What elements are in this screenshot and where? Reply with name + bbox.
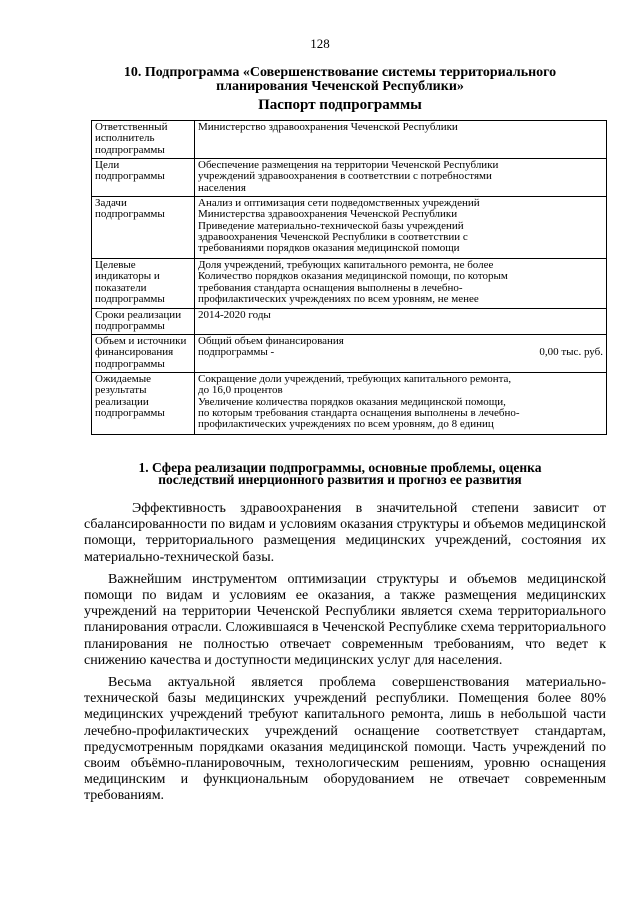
row-value: 2014-2020 годы (195, 309, 607, 335)
financing-amount: 0,00 тыс. руб. (539, 346, 603, 359)
paragraph: Эффективность здравоохранения в значительной степени зависит от сбалансированности по видам и условиям оказания структуры и объемов медицинской помощи, территориального размещения медицинских учреждений, состояния их материально-технической базы. (84, 501, 606, 565)
row-label: Ожидаемые результаты реализации подпрограммы (92, 373, 195, 435)
body-text (84, 501, 606, 811)
subprogram-title-line-1: 10. Подпрограмма «Совершенствование системы территориального (123, 65, 557, 80)
page-number: 128 (310, 36, 330, 51)
table-row (92, 309, 607, 335)
row-value: Министерство здравоохранения Чеченской Республики (195, 121, 607, 159)
row-value: Сокращение доли учреждений, требующих капитального ремонта, до 16,0 процентов Увеличение количества порядков оказания медицинской помощи, по которым требования стандарта оснащения выполнены в лечебно- профилактических учреждениях по всем уровням, до 8 единиц (195, 373, 607, 435)
passport-table (91, 120, 607, 435)
passport-title: Паспорт подпрограммы (258, 97, 422, 113)
row-value: Общий объем финансирования подпрограммы - 0,00 тыс. руб. (195, 335, 607, 373)
table-row (92, 259, 607, 309)
paragraph: Важнейшим инструментом оптимизации структуры и объемов медицинской помощи по видам и условиям ее оказания, а также размещения медицинских учреждений на территории Чеченской Республики является схема территориального планирования отрасли. Сложившаяся в Чеченской Республике схема территориального планирования не полностью отвечает современным требованиям, что ведет к снижению качества и доступности медицинских услуг для населения. (84, 571, 606, 668)
table-row (92, 335, 607, 373)
row-label: Цели подпрограммы (92, 159, 195, 197)
row-value: Доля учреждений, требующих капитального ремонта, не более Количество порядков оказания медицинской помощи, по которым требования стандарта оснащения выполнены в лечебно- профилактических учреждениях по всем уровням, не менее (195, 259, 607, 309)
subprogram-title-line-2: планирования Чеченской Республики» (216, 79, 464, 94)
financing-row (198, 347, 603, 358)
subprogram-title (90, 66, 590, 94)
row-label: Задачи подпрограммы (92, 197, 195, 259)
section-title (100, 462, 580, 486)
section-title-line-1: 1. Сфера реализации подпрограммы, основные проблемы, оценка (138, 460, 542, 475)
row-label: Целевые индикаторы и показатели подпрограммы (92, 259, 195, 309)
row-label: Ответственный исполнитель подпрограммы (92, 121, 195, 159)
row-value: Обеспечение размещения на территории Чеченской Республики учреждений здравоохранения в соответствии с потребностями населения (195, 159, 607, 197)
section-title-line-2: последствий инерционного развития и прогноз ее развития (158, 472, 522, 487)
row-value: Анализ и оптимизация сети подведомственных учреждений Министерства здравоохранения Чеченской Республики Приведение материально-технической базы учреждений здравоохранения Чеченской Республики в соответствии с требованиями порядков оказания медицинской помощи (195, 197, 607, 259)
financing-label: подпрограммы - (198, 346, 275, 359)
table-row (92, 373, 607, 435)
row-label: Сроки реализации подпрограммы (92, 309, 195, 335)
table-row (92, 197, 607, 259)
table-row (92, 121, 607, 159)
table-row (92, 159, 607, 197)
row-label: Объем и источники финансирования подпрограммы (92, 335, 195, 373)
paragraph: Весьма актуальной является проблема совершенствования материально-технической базы медицинских учреждений республики. Помещения более 80% медицинских учреждений требуют капитального ремонта, лишь в небольшой части лечебно-профилактических учреждений оснащение соответствует стандартам, предусмотренным порядками оказания медицинской помощи. Часть учреждений по своим объёмно-планировочным, технологическим решениям, уровню оснащения медицинским и функциональным оборудованием не отвечает современным требованиям. (84, 675, 606, 804)
